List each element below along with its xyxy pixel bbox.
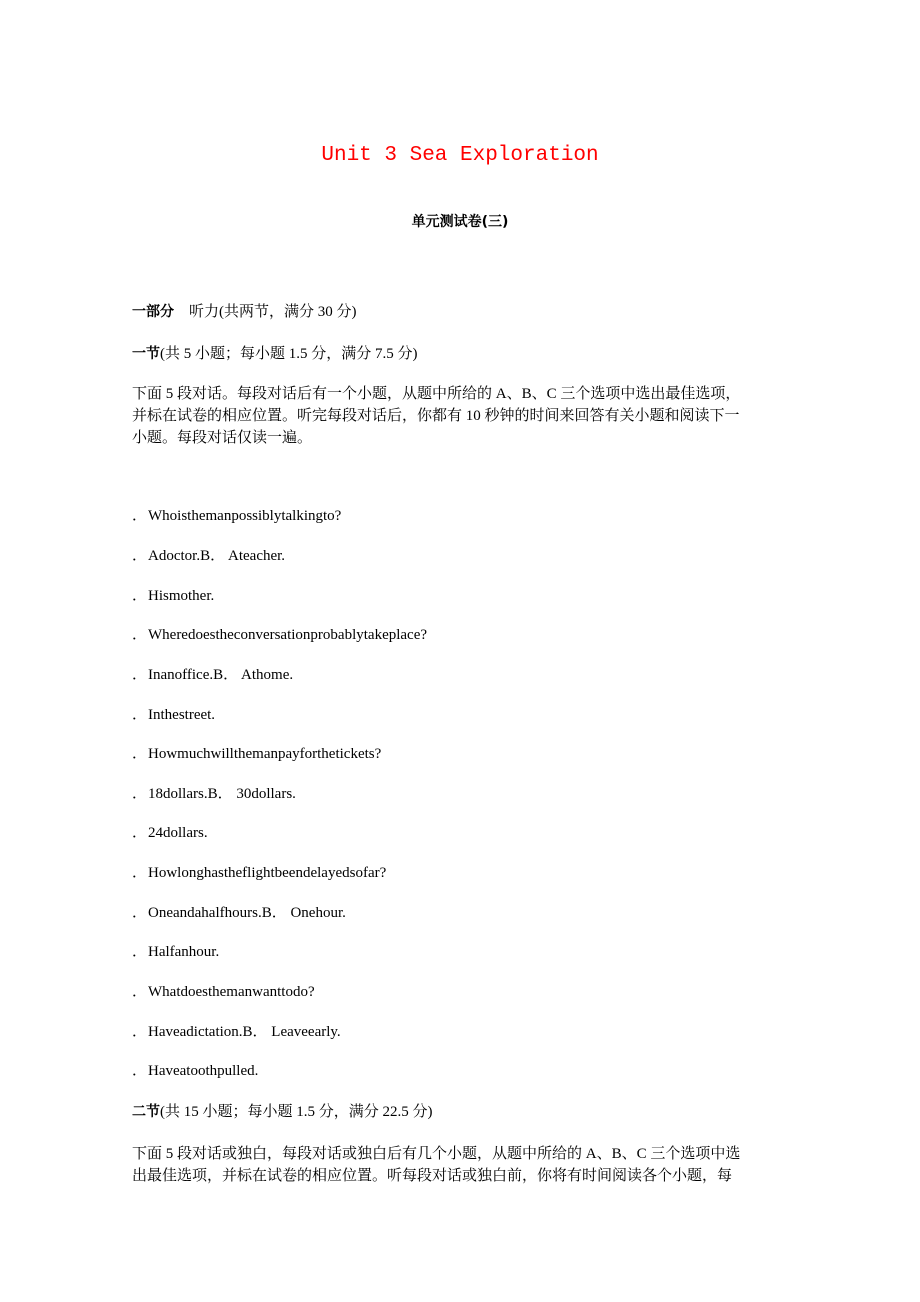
option-line bbox=[132, 902, 346, 924]
document-title: Unit 3 Sea Exploration bbox=[321, 144, 599, 167]
option-line bbox=[132, 1021, 341, 1043]
option-line bbox=[132, 822, 208, 844]
bullet: ． bbox=[132, 984, 148, 1000]
part-heading-detail: 听力(共两节，满分 30 分) bbox=[174, 304, 357, 320]
item-text: 18dollars.B． 30dollars. bbox=[148, 786, 296, 802]
item-text: Haveatoothpulled. bbox=[148, 1063, 259, 1079]
instruction-line: 小题。每段对话仅读一遍。 bbox=[132, 430, 313, 446]
bullet: ． bbox=[132, 825, 148, 841]
item-text: Inthestreet. bbox=[148, 707, 216, 723]
section1-heading-detail: (共 5 小题；每小题 1.5 分，满分 7.5 分) bbox=[160, 346, 418, 362]
bullet: ． bbox=[132, 865, 148, 881]
section2-instructions bbox=[132, 1143, 792, 1187]
part-heading bbox=[132, 301, 357, 323]
item-text: Hismother. bbox=[148, 588, 215, 604]
instruction-line: 并标在试卷的相应位置。听完每段对话后，你都有 10 秒钟的时间来回答有关小题和阅读下一 bbox=[132, 408, 740, 424]
section2-heading bbox=[132, 1101, 433, 1123]
option-line bbox=[132, 664, 293, 686]
section2-heading-label: 二节 bbox=[132, 1104, 160, 1120]
bullet: ． bbox=[132, 1063, 148, 1079]
question-line bbox=[132, 505, 341, 527]
item-text: Howmuchwillthemanpayforthetickets? bbox=[148, 746, 382, 762]
instruction-line: 下面 5 段对话。每段对话后有一个小题，从题中所给的 A、B、C 三个选项中选出最佳选项， bbox=[132, 386, 741, 402]
item-text: Oneandahalfhours.B． Onehour. bbox=[148, 905, 346, 921]
bullet: ． bbox=[132, 508, 148, 524]
option-line bbox=[132, 783, 296, 805]
instruction-line: 出最佳选项，并标在试卷的相应位置。听每段对话或独白前，你将有时间阅读各个小题，每 bbox=[132, 1168, 733, 1184]
bullet: ． bbox=[132, 588, 148, 604]
section1-heading-label: 一节 bbox=[132, 346, 160, 362]
bullet: ． bbox=[132, 667, 148, 683]
instruction-line: 下面 5 段对话或独白，每段对话或独白后有几个小题，从题中所给的 A、B、C 三个选项中选 bbox=[132, 1146, 741, 1162]
item-text: Halfanhour. bbox=[148, 944, 220, 960]
bullet: ． bbox=[132, 786, 148, 802]
bullet: ． bbox=[132, 627, 148, 643]
document-subtitle: 单元测试卷(三) bbox=[411, 214, 509, 230]
item-text: Whoisthemanpossiblytalkingto? bbox=[148, 508, 342, 524]
question-line bbox=[132, 862, 386, 884]
question-line bbox=[132, 624, 427, 646]
bullet: ． bbox=[132, 1024, 148, 1040]
option-line bbox=[132, 1060, 258, 1082]
part-heading-label: 一部分 bbox=[132, 304, 174, 320]
item-text: Whatdoesthemanwanttodo? bbox=[148, 984, 315, 1000]
section1-instructions bbox=[132, 383, 792, 449]
section1-heading bbox=[132, 343, 418, 365]
bullet: ． bbox=[132, 707, 148, 723]
option-line bbox=[132, 704, 215, 726]
item-text: Inanoffice.B． Athome. bbox=[148, 667, 294, 683]
question-line bbox=[132, 981, 315, 1003]
bullet: ． bbox=[132, 905, 148, 921]
option-line bbox=[132, 585, 214, 607]
bullet: ． bbox=[132, 944, 148, 960]
section2-heading-detail: (共 15 小题；每小题 1.5 分，满分 22.5 分) bbox=[160, 1104, 433, 1120]
bullet: ． bbox=[132, 746, 148, 762]
item-text: Howlonghastheflightbeendelayedsofar? bbox=[148, 865, 387, 881]
item-text: Adoctor.B． Ateacher. bbox=[148, 548, 286, 564]
item-text: 24dollars. bbox=[148, 825, 208, 841]
bullet: ． bbox=[132, 548, 148, 564]
question-line bbox=[132, 743, 381, 765]
item-text: Haveadictation.B． Leaveearly. bbox=[148, 1024, 341, 1040]
item-text: Wheredoestheconversationprobablytakeplace? bbox=[148, 627, 428, 643]
option-line bbox=[132, 545, 285, 567]
option-line bbox=[132, 941, 219, 963]
